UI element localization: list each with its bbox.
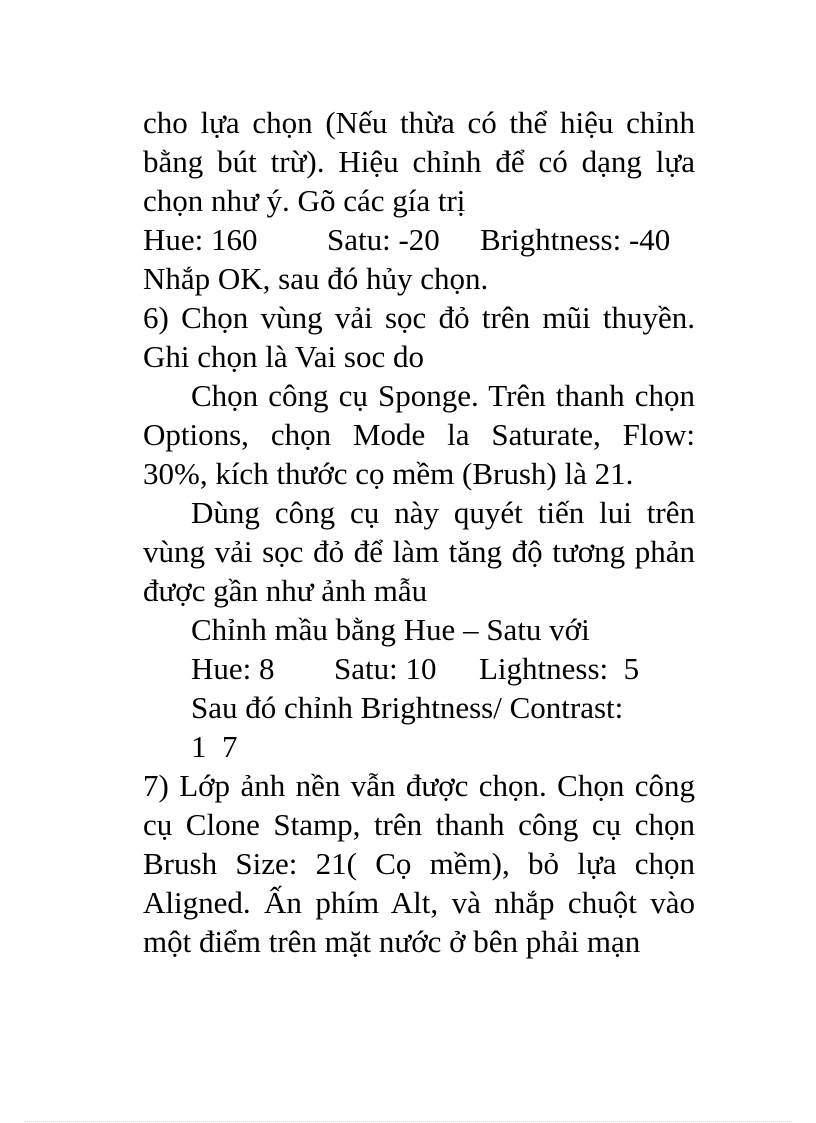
satu-value: Satu: -20 [327,222,440,257]
hue-value: Hue: 160 [143,222,258,257]
paragraph-ok: Nhắp OK, sau đó hủy chọn. [143,261,489,296]
hue-sat-brightness-values [143,220,695,259]
hue-value-2: Hue: 8 [191,651,275,686]
paragraph-step-6: 6) Chọn vùng vải sọc đỏ trên mũi thuyền. Ghi chọn là Vai soc do [143,300,695,374]
satu-value-2: Satu: 10 [334,651,437,686]
paragraph-adjust: Chỉnh mầu bằng Hue – Satu với [191,612,590,647]
hue-sat-lightness-values [143,649,695,688]
brightness-value: Brightness: -40 [480,222,671,257]
page-bottom-divider [24,1121,792,1122]
lightness-value: Lightness: 5 [479,651,640,686]
paragraph-contrast: Sau đó chỉnh Brightness/ Contrast: [191,690,624,725]
contrast-values: 1 7 [191,729,238,764]
paragraph-sponge: Chọn công cụ Sponge. Trên thanh chọn Options, chọn Mode la Saturate, Flow: 30%, kích thước cọ mềm (Brush) là 21. [143,378,695,491]
paragraph-use-tool: Dùng công cụ này quyét tiến lui trên vùng vải sọc đỏ để làm tăng độ tương phản được gần như ảnh mẫu [143,495,695,608]
document-page [143,103,695,961]
paragraph-intro: cho lựa chọn (Nếu thừa có thể hiệu chỉnh bằng bút trừ). Hiệu chỉnh để có dạng lựa chọn như ý. Gõ các gía trị [143,105,695,218]
paragraph-step-7: 7) Lớp ảnh nền vẫn được chọn. Chọn công cụ Clone Stamp, trên thanh công cụ chọn Brush Size: 21( Cọ mềm), bỏ lựa chọn Aligned. Ấn phím Alt, và nhắp chuột vào một điểm trên mặt nước ở bên phải mạn [143,768,695,959]
